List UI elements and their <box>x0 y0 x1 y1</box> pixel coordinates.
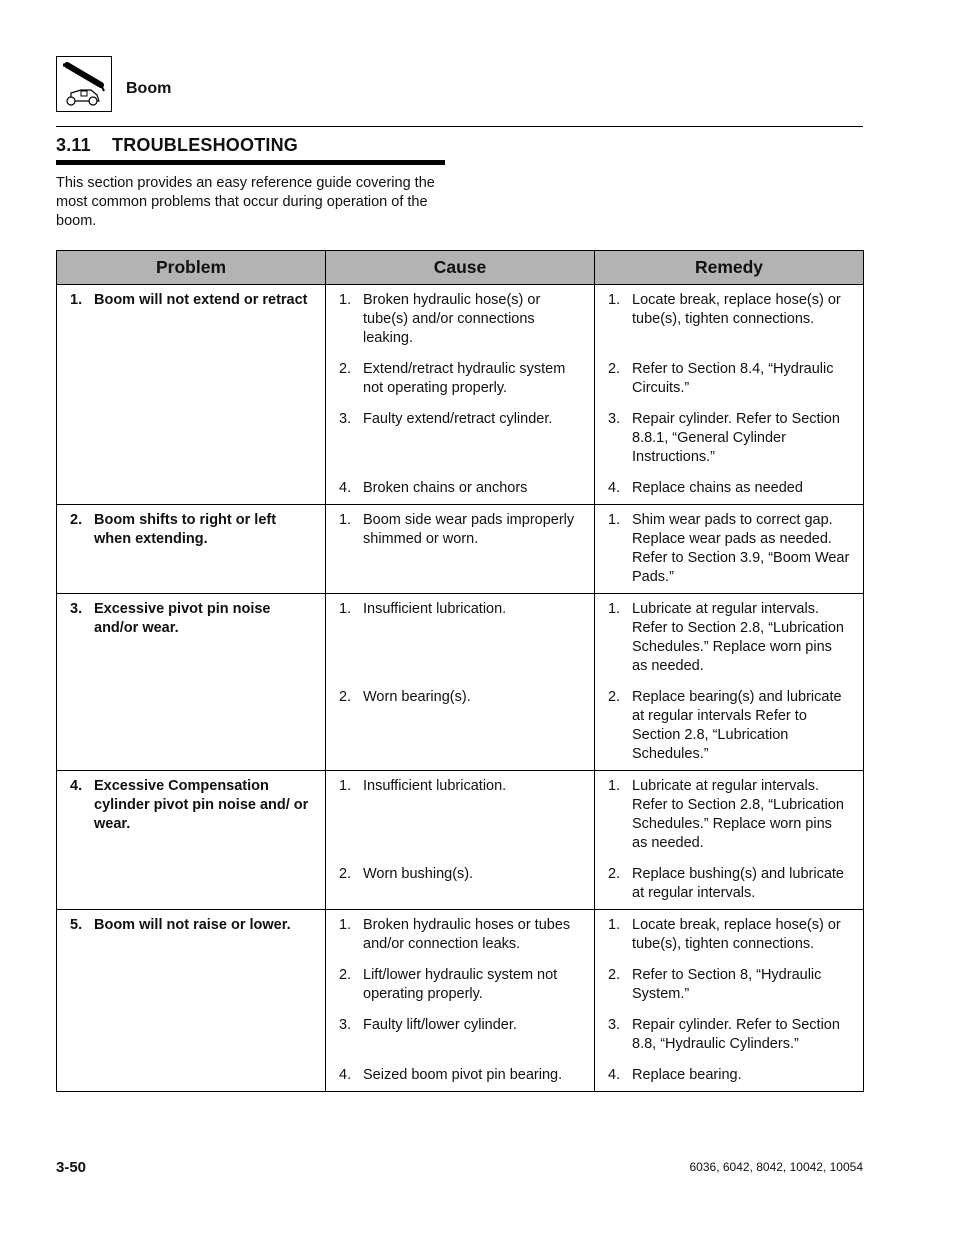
cause-text: Boom side wear pads improperly shimmed or worn. <box>363 512 575 547</box>
cause-number: 1. <box>339 778 352 794</box>
remedy-number: 2. <box>608 689 621 705</box>
problem-item <box>70 777 313 834</box>
remedy-number: 2. <box>608 866 621 882</box>
remedy-cell <box>595 505 864 594</box>
problem-number: 1. <box>70 292 83 308</box>
problem-text: Boom will not extend or retract <box>94 292 308 308</box>
cause-cell <box>326 594 595 771</box>
cause-number: 2. <box>339 361 352 377</box>
remedy-item <box>608 865 851 903</box>
cause-number: 2. <box>339 689 352 705</box>
remedy-item <box>608 291 851 348</box>
problem-cell <box>57 285 326 505</box>
cause-number: 3. <box>339 411 352 427</box>
cause-number: 1. <box>339 601 352 617</box>
remedy-text: Repair cylinder. Refer to Section 8.8, “Hydraulic Cylinders.” <box>632 1017 840 1052</box>
cause-item <box>339 511 582 587</box>
problem-number: 2. <box>70 512 83 528</box>
cause-text: Faulty lift/lower cylinder. <box>363 1017 517 1033</box>
remedy-number: 1. <box>608 778 621 794</box>
cause-text: Broken chains or anchors <box>363 480 528 496</box>
remedy-text: Repair cylinder. Refer to Section 8.8.1, “General Cylinder Instructions.” <box>632 411 840 465</box>
remedy-cell <box>595 771 864 910</box>
cause-cell <box>326 285 595 505</box>
cause-item <box>339 479 582 498</box>
remedy-text: Lubricate at regular intervals. Refer to Section 2.8, “Lubrication Schedules.” Replace worn pins as needed. <box>632 778 844 851</box>
remedy-item <box>608 916 851 954</box>
heading-underline <box>56 160 445 165</box>
remedy-number: 4. <box>608 1067 621 1083</box>
cause-text: Lift/lower hydraulic system not operating properly. <box>363 967 558 1002</box>
problem-item <box>70 600 313 638</box>
cause-item <box>339 1016 582 1054</box>
remedy-text: Lubricate at regular intervals. Refer to Section 2.8, “Lubrication Schedules.” Replace worn pins as needed. <box>632 601 844 674</box>
problem-item <box>70 291 313 310</box>
cause-number: 2. <box>339 967 352 983</box>
remedy-number: 2. <box>608 361 621 377</box>
cause-item <box>339 966 582 1004</box>
problem-text: Boom will not raise or lower. <box>94 917 291 933</box>
remedy-item <box>608 1066 851 1085</box>
cause-item <box>339 688 582 764</box>
section-number: 3.11 <box>56 135 91 155</box>
remedy-text: Refer to Section 8, “Hydraulic System.” <box>632 967 822 1002</box>
cause-number: 1. <box>339 512 352 528</box>
remedy-text: Replace bearing. <box>632 1067 742 1083</box>
cause-item <box>339 1066 582 1085</box>
cause-text: Insufficient lubrication. <box>363 601 507 617</box>
cause-item <box>339 777 582 853</box>
cause-number: 1. <box>339 917 352 933</box>
table-row <box>57 771 864 910</box>
problem-cell <box>57 771 326 910</box>
cause-item <box>339 600 582 676</box>
cause-number: 2. <box>339 866 352 882</box>
remedy-text: Shim wear pads to correct gap. Replace wear pads as needed. Refer to Section 3.9, “Boom Wear Pads.” <box>632 512 850 585</box>
remedy-item <box>608 479 851 498</box>
problem-item <box>70 511 313 549</box>
cause-number: 4. <box>339 480 352 496</box>
remedy-text: Replace bushing(s) and lubricate at regular intervals. <box>632 866 844 901</box>
remedy-text: Refer to Section 8.4, “Hydraulic Circuits.” <box>632 361 834 396</box>
cause-text: Worn bushing(s). <box>363 866 474 882</box>
remedy-item <box>608 966 851 1004</box>
remedy-number: 1. <box>608 917 621 933</box>
remedy-item <box>608 688 851 764</box>
cause-text: Worn bearing(s). <box>363 689 471 705</box>
problem-cell <box>57 910 326 1092</box>
remedy-text: Locate break, replace hose(s) or tube(s), tighten connections. <box>632 917 841 952</box>
remedy-number: 3. <box>608 1017 621 1033</box>
cause-text: Seized boom pivot pin bearing. <box>363 1067 563 1083</box>
remedy-text: Replace chains as needed <box>632 480 803 496</box>
problem-number: 5. <box>70 917 83 933</box>
intro-paragraph: This section provides an easy reference guide covering the most common problems that occur during operation of the boom. <box>56 175 435 229</box>
column-header-problem: Problem <box>57 251 326 285</box>
problem-cell <box>57 505 326 594</box>
remedy-cell <box>595 594 864 771</box>
remedy-number: 1. <box>608 601 621 617</box>
cause-number: 1. <box>339 292 352 308</box>
table-row <box>57 505 864 594</box>
header-title: Boom <box>126 80 172 97</box>
remedy-item <box>608 360 851 398</box>
model-numbers: 6036, 6042, 8042, 10042, 10054 <box>689 1160 863 1174</box>
remedy-text: Locate break, replace hose(s) or tube(s), tighten connections. <box>632 292 841 327</box>
remedy-item <box>608 1016 851 1054</box>
cause-text: Faulty extend/retract cylinder. <box>363 411 553 427</box>
remedy-text: Replace bearing(s) and lubricate at regular intervals Refer to Section 2.8, “Lubrication Schedules.” <box>632 689 842 762</box>
column-header-remedy: Remedy <box>595 251 864 285</box>
remedy-cell <box>595 910 864 1092</box>
section-logo <box>56 56 112 112</box>
section-heading <box>56 135 298 156</box>
cause-cell <box>326 771 595 910</box>
page-number: 3-50 <box>56 1159 87 1176</box>
problem-text: Excessive pivot pin noise and/or wear. <box>94 601 271 636</box>
cause-text: Extend/retract hydraulic system not operating properly. <box>363 361 566 396</box>
problem-text: Excessive Compensation cylinder pivot pin noise and/ or wear. <box>94 778 309 832</box>
remedy-number: 1. <box>608 292 621 308</box>
remedy-number: 1. <box>608 512 621 528</box>
problem-text: Boom shifts to right or left when extending. <box>94 512 277 547</box>
cause-number: 3. <box>339 1017 352 1033</box>
cause-text: Insufficient lubrication. <box>363 778 507 794</box>
problem-item <box>70 916 313 935</box>
remedy-number: 2. <box>608 967 621 983</box>
cause-item <box>339 410 582 467</box>
table-header-row <box>57 251 864 285</box>
cause-number: 4. <box>339 1067 352 1083</box>
remedy-number: 4. <box>608 480 621 496</box>
table-row <box>57 910 864 1092</box>
problem-number: 4. <box>70 778 83 794</box>
cause-cell <box>326 505 595 594</box>
cause-item <box>339 360 582 398</box>
cause-item <box>339 916 582 954</box>
remedy-item <box>608 410 851 467</box>
header-rule <box>56 126 863 127</box>
remedy-cell <box>595 285 864 505</box>
remedy-item <box>608 777 851 853</box>
cause-item <box>339 291 582 348</box>
cause-cell <box>326 910 595 1092</box>
troubleshooting-table <box>56 250 864 1092</box>
remedy-item <box>608 511 851 587</box>
cause-item <box>339 865 582 903</box>
boom-handler-icon <box>57 57 111 111</box>
remedy-item <box>608 600 851 676</box>
cause-text: Broken hydraulic hose(s) or tube(s) and/or connections leaking. <box>363 292 541 346</box>
cause-text: Broken hydraulic hoses or tubes and/or connection leaks. <box>363 917 571 952</box>
problem-number: 3. <box>70 601 83 617</box>
column-header-cause: Cause <box>326 251 595 285</box>
remedy-number: 3. <box>608 411 621 427</box>
table-row <box>57 594 864 771</box>
table-row <box>57 285 864 505</box>
problem-cell <box>57 594 326 771</box>
section-title: TROUBLESHOOTING <box>112 135 298 155</box>
